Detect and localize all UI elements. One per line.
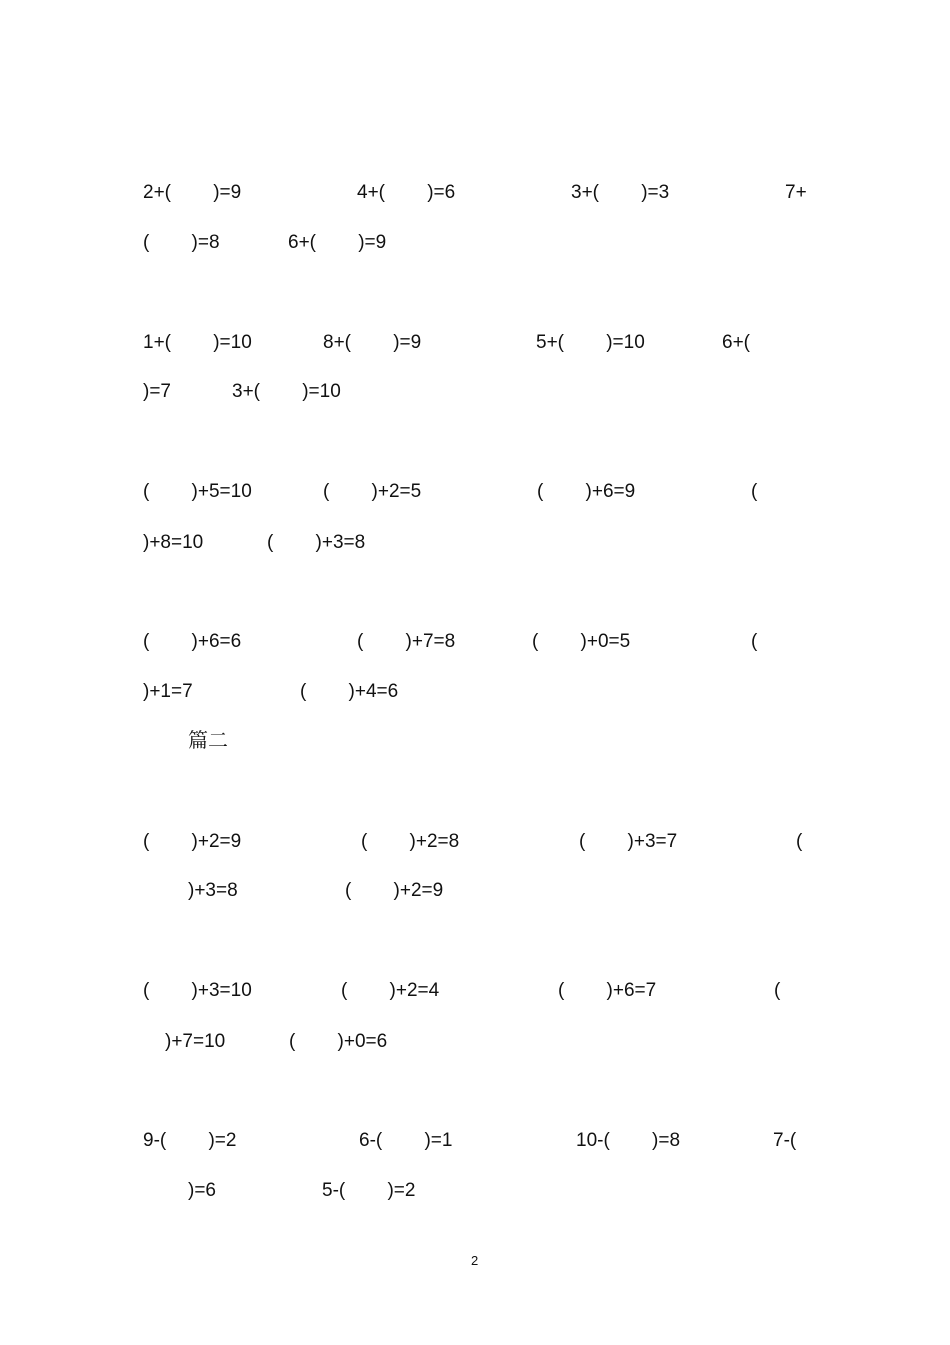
problem: 7-( (773, 1130, 797, 1151)
problem: )=7 (143, 381, 171, 402)
problem: ( )+6=7 (558, 980, 657, 1001)
problem: 3+( )=10 (232, 381, 341, 402)
section-heading: 篇二 (188, 728, 228, 752)
problem: ( )+6=6 (143, 631, 242, 652)
problem: ( )=8 (143, 232, 220, 253)
problem: ( )+3=8 (267, 532, 366, 553)
problem: 7+ (785, 182, 807, 203)
problem: ( )+0=6 (289, 1031, 388, 1052)
problem: ( (751, 631, 758, 652)
problem: 5+( )=10 (536, 332, 645, 353)
problem: )+1=7 (143, 681, 193, 702)
problem: ( )+2=5 (323, 481, 422, 502)
problem: 1+( )=10 (143, 332, 252, 353)
problem: ( )+6=9 (537, 481, 636, 502)
problem: ( (796, 831, 803, 852)
problem: 6+( (722, 332, 750, 353)
problem: 5-( )=2 (322, 1180, 416, 1201)
page-number: 2 (471, 1253, 479, 1268)
problem: ( (774, 980, 781, 1001)
problem: 4+( )=6 (357, 182, 456, 203)
problem: ( )+3=10 (143, 980, 252, 1001)
problem: 8+( )=9 (323, 332, 422, 353)
problem: )=6 (188, 1180, 216, 1201)
problem: 3+( )=3 (571, 182, 670, 203)
problem: ( )+2=8 (361, 831, 460, 852)
problem: ( (751, 481, 758, 502)
problem: 10-( )=8 (576, 1130, 681, 1151)
problem: ( )+2=4 (341, 980, 440, 1001)
problem: )+7=10 (165, 1031, 226, 1052)
problem: ( )+4=6 (300, 681, 399, 702)
problem: )+3=8 (188, 880, 238, 901)
problem: 6+( )=9 (288, 232, 387, 253)
problem: ( )+2=9 (143, 831, 242, 852)
problem: ( )+3=7 (579, 831, 678, 852)
problem: ( )+0=5 (532, 631, 631, 652)
problem: 9-( )=2 (143, 1130, 237, 1151)
problem: )+8=10 (143, 532, 204, 553)
problem: 6-( )=1 (359, 1130, 453, 1151)
problem: ( )+2=9 (345, 880, 444, 901)
problem: 2+( )=9 (143, 182, 242, 203)
problem: ( )+7=8 (357, 631, 456, 652)
problem: ( )+5=10 (143, 481, 252, 502)
